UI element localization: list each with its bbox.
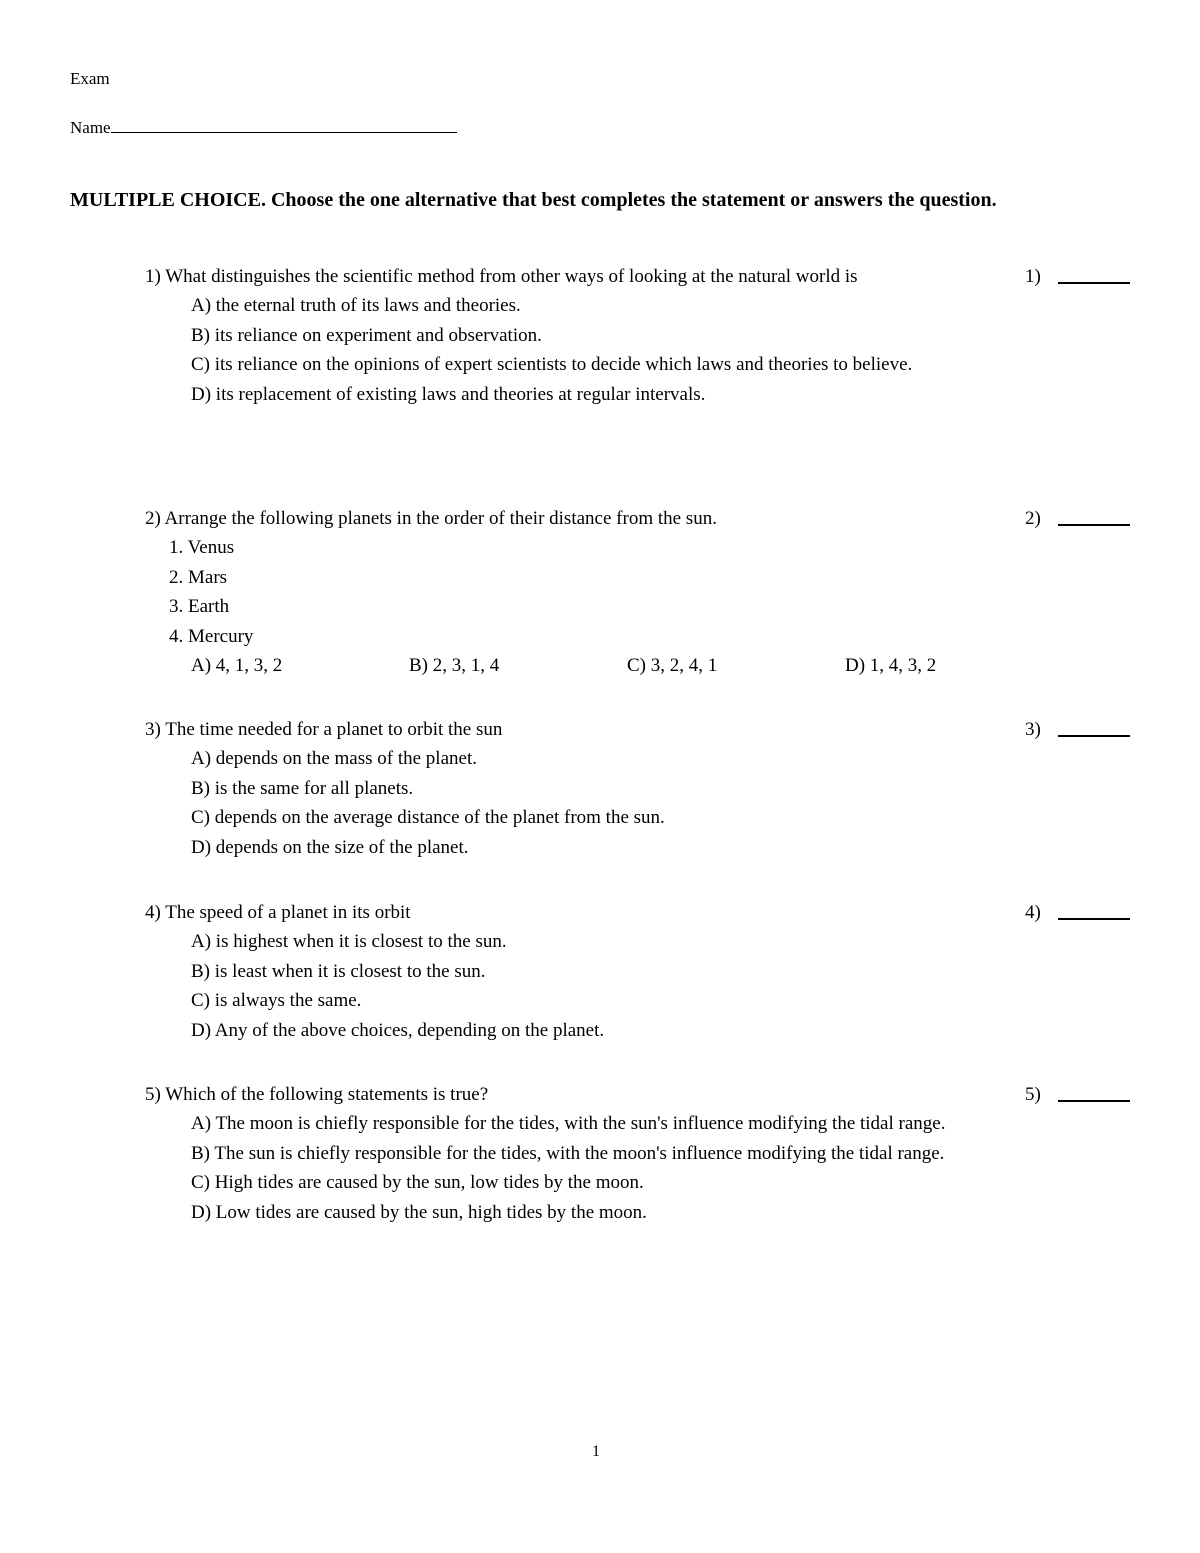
option-a: A) depends on the mass of the planet. [191, 748, 477, 770]
option-b: B) The sun is chiefly responsible for the tides, with the moon's influence modifying the tidal range. [191, 1142, 945, 1164]
option-a: A) The moon is chiefly responsible for the tides, with the sun's influence modifying the tidal range. [191, 1113, 946, 1135]
option-b: B) its reliance on experiment and observation. [191, 324, 542, 346]
list-item: 2. Mars [169, 566, 228, 588]
option-c: C) 3, 2, 4, 1 [627, 655, 718, 677]
option-b: B) 2, 3, 1, 4 [409, 655, 500, 677]
question-5 [145, 1080, 1145, 1227]
answer-blank[interactable] [1058, 735, 1130, 737]
option-b: B) is the same for all planets. [191, 777, 414, 799]
answer-blank[interactable] [1058, 918, 1130, 920]
option-d: D) Low tides are caused by the sun, high tides by the moon. [191, 1201, 647, 1223]
option-c: C) its reliance on the opinions of expert scientists to decide which laws and theories to believe. [191, 354, 913, 376]
answer-number: 5) [1025, 1084, 1041, 1105]
option-c: C) depends on the average distance of the planet from the sun. [191, 807, 665, 829]
option-d: D) 1, 4, 3, 2 [845, 655, 937, 677]
option-a: A) 4, 1, 3, 2 [191, 655, 283, 677]
page-number: 1 [592, 1443, 600, 1460]
list-item: 1. Venus [169, 537, 235, 559]
answer-blank[interactable] [1058, 1100, 1130, 1102]
inline-options [191, 651, 1145, 680]
question-1 [145, 262, 1145, 409]
name-field[interactable] [70, 116, 457, 138]
question-stem: 4) The speed of a planet in its orbit [145, 902, 411, 923]
answer-number: 1) [1025, 266, 1041, 287]
answer-number: 4) [1025, 902, 1041, 923]
option-b: B) is least when it is closest to the sun. [191, 960, 486, 982]
name-blank-line[interactable] [111, 116, 457, 133]
question-stem: 3) The time needed for a planet to orbit the sun [145, 719, 503, 740]
question-stem: 5) Which of the following statements is true? [145, 1084, 489, 1105]
option-c: C) High tides are caused by the sun, low tides by the moon. [191, 1172, 644, 1194]
question-stem: 2) Arrange the following planets in the order of their distance from the sun. [145, 508, 717, 529]
answer-blank[interactable] [1058, 282, 1130, 284]
question-3 [145, 715, 1145, 862]
option-a: A) is highest when it is closest to the sun. [191, 931, 507, 953]
answer-number: 3) [1025, 719, 1041, 740]
option-d: D) depends on the size of the planet. [191, 836, 469, 858]
section-instructions: MULTIPLE CHOICE. Choose the one alternative that best completes the statement or answers the question. [70, 189, 997, 211]
option-d: D) its replacement of existing laws and theories at regular intervals. [191, 383, 706, 405]
list-item: 3. Earth [169, 596, 230, 618]
question-4 [145, 898, 1145, 1045]
question-2 [145, 504, 1145, 680]
option-d: D) Any of the above choices, depending on the planet. [191, 1019, 605, 1041]
exam-title: Exam [70, 69, 110, 88]
answer-blank[interactable] [1058, 524, 1130, 526]
answer-number: 2) [1025, 508, 1041, 529]
list-item: 4. Mercury [169, 625, 254, 647]
question-stem: 1) What distinguishes the scientific method from other ways of looking at the natural world is [145, 266, 858, 287]
name-label: Name [70, 118, 111, 137]
option-a: A) the eternal truth of its laws and theories. [191, 295, 521, 317]
option-c: C) is always the same. [191, 990, 362, 1012]
